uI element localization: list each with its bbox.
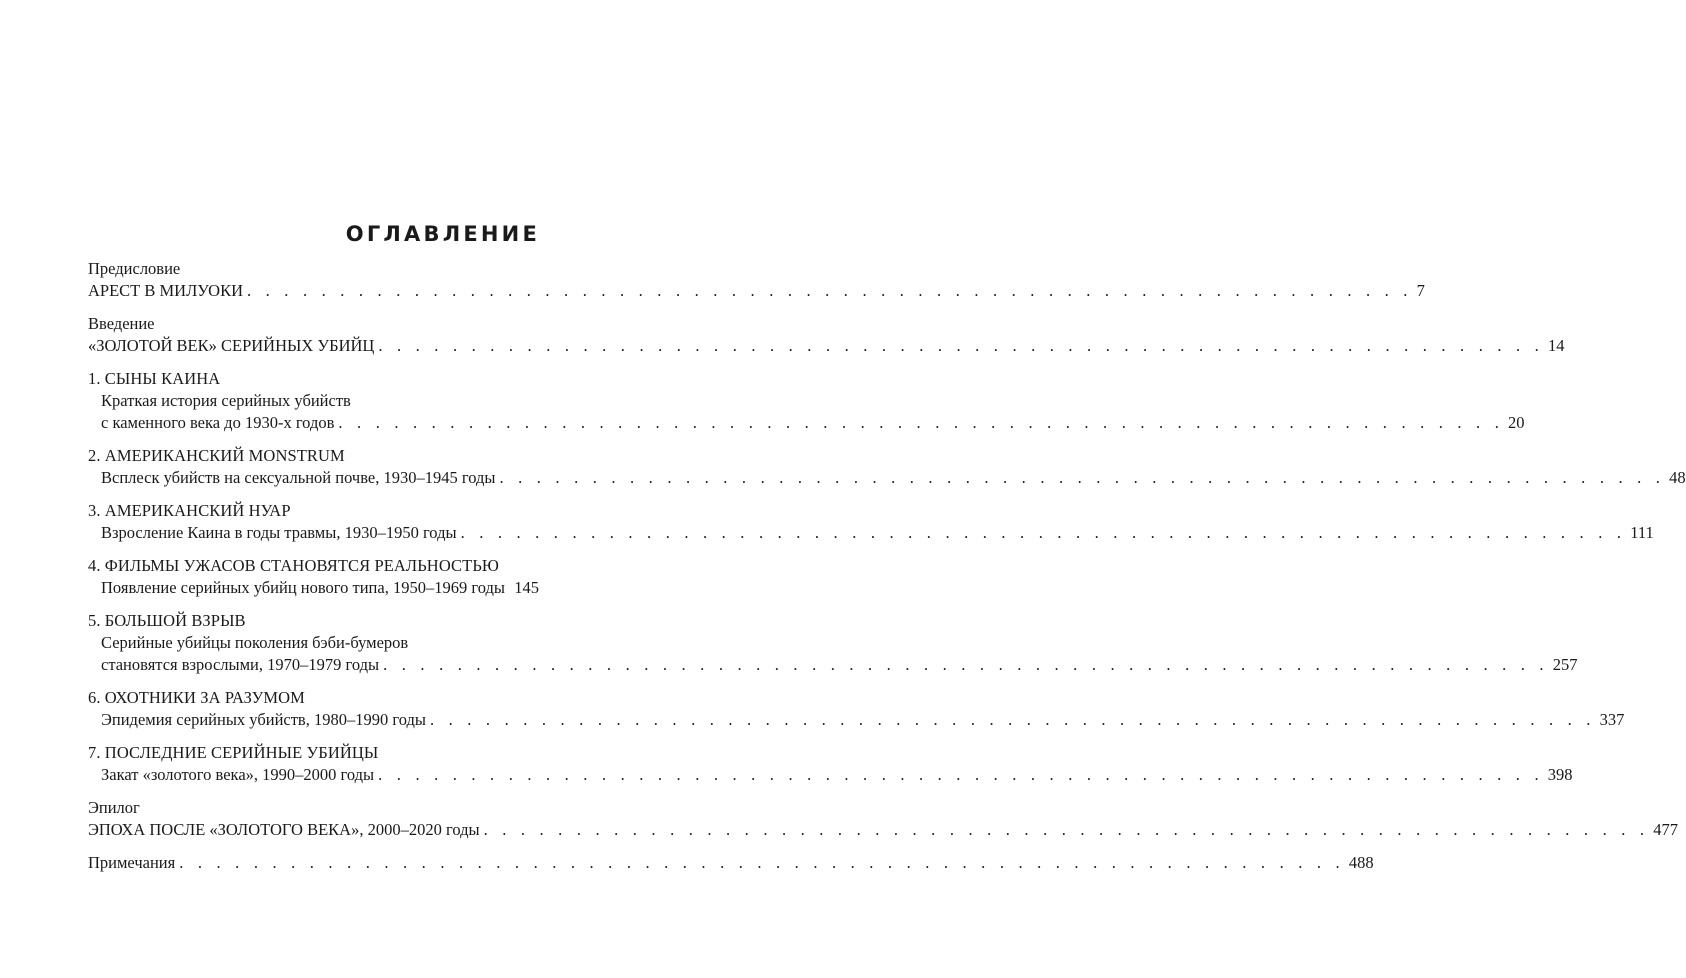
toc-entry-chapter-2 bbox=[88, 445, 1686, 489]
entry-subtitle-row bbox=[88, 335, 1565, 357]
entry-heading: Эпилог bbox=[88, 798, 140, 817]
dot-leader: . . . . . . . . . . . . . . . . . . . . . . . . . . . . . . . . . . . . . . . . . . . . . . . . . . . . . . . . . . . . . . . bbox=[429, 710, 1596, 729]
chapter-title: 4. ФИЛЬМЫ УЖАСОВ СТАНОВЯТСЯ РЕАЛЬНОСТЬЮ bbox=[88, 556, 499, 575]
dot-leader bbox=[509, 577, 510, 599]
chapter-title: 5. БОЛЬШОЙ ВЗРЫВ bbox=[88, 611, 246, 630]
entry-subtitle: ЭПОХА ПОСЛЕ «ЗОЛОТОГО ВЕКА», 2000–2020 годы bbox=[88, 820, 480, 839]
page-number: 20 bbox=[1508, 413, 1525, 432]
page-number: 14 bbox=[1547, 336, 1565, 355]
table-of-contents bbox=[88, 258, 1686, 874]
entry-subtitle: «ЗОЛОТОЙ ВЕК» СЕРИЙНЫХ УБИЙЦ bbox=[88, 336, 375, 355]
dot-leader: . . . . . . . . . . . . . . . . . . . . . . . . . . . . . . . . . . . . . . . . . . . . . . . . . . . . . . . . . . . . . . . bbox=[378, 765, 1544, 784]
page-number: 111 bbox=[1630, 523, 1654, 542]
entry-subtitle-row bbox=[88, 412, 1525, 434]
dot-leader: . . . . . . . . . . . . . . . . . . . . . . . . . . . . . . . . . . . . . . . . . . . . . . . . . . . . . . . . . . . . . . . bbox=[338, 413, 1505, 432]
entry-subtitle-row bbox=[88, 280, 1425, 302]
entry-subtitle-row bbox=[88, 852, 1374, 874]
entry-subtitle-row bbox=[88, 522, 1654, 544]
dot-leader: . . . . . . . . . . . . . . . . . . . . . . . . . . . . . . . . . . . . . . . . . . . . . . . . . . . . . . . . . . . . . . . bbox=[483, 820, 1650, 839]
page-number: 145 bbox=[514, 578, 539, 597]
entry-subtitle-row bbox=[88, 709, 1625, 731]
entry-heading: Предисловие bbox=[88, 259, 181, 278]
toc-entry-chapter-7 bbox=[88, 742, 1573, 786]
chapter-title: 1. СЫНЫ КАИНА bbox=[88, 369, 221, 388]
page-number: 337 bbox=[1599, 710, 1625, 729]
entry-heading: Введение bbox=[88, 314, 155, 333]
dot-leader: . . . . . . . . . . . . . . . . . . . . . . . . . . . . . . . . . . . . . . . . . . . . . . . . . . . . . . . . . . . . . . . bbox=[383, 655, 1549, 674]
chapter-title: 2. АМЕРИКАНСКИЙ MONSTRUM bbox=[88, 446, 345, 465]
entry-subtitle-row bbox=[88, 764, 1573, 786]
entry-subtitle: Появление серийных убийц нового типа, 1950–1969 годы bbox=[101, 578, 505, 597]
toc-entry-chapter-1 bbox=[88, 368, 1525, 434]
toc-entry-chapter-4 bbox=[88, 555, 539, 599]
entry-subtitle-line: Серийные убийцы поколения бэби-бумеров bbox=[101, 633, 409, 652]
page-number: 48 bbox=[1669, 468, 1686, 487]
entry-subtitle: АРЕСТ В МИЛУОКИ bbox=[88, 281, 243, 300]
page-number: 477 bbox=[1653, 820, 1678, 839]
page-number: 488 bbox=[1348, 853, 1374, 872]
toc-entry-notes bbox=[88, 852, 1374, 874]
dot-leader: . . . . . . . . . . . . . . . . . . . . . . . . . . . . . . . . . . . . . . . . . . . . . . . . . . . . . . . . . . . . . . . bbox=[247, 281, 1413, 300]
entry-subtitle: с каменного века до 1930-х годов bbox=[101, 413, 335, 432]
entry-subtitle: Эпидемия серийных убийств, 1980–1990 годы bbox=[101, 710, 426, 729]
chapter-title: 3. АМЕРИКАНСКИЙ НУАР bbox=[88, 501, 291, 520]
toc-entry-chapter-3 bbox=[88, 500, 1654, 544]
entry-subtitle-row bbox=[88, 654, 1578, 676]
toc-title: ОГЛАВЛЕНИЕ bbox=[345, 222, 540, 246]
entry-subtitle: становятся взрослыми, 1970–1979 годы bbox=[101, 655, 380, 674]
page-number: 257 bbox=[1552, 655, 1578, 674]
entry-subtitle: Примечания bbox=[88, 853, 176, 872]
entry-subtitle: Всплеск убийств на сексуальной почве, 1930–1945 годы bbox=[101, 468, 496, 487]
dot-leader: . . . . . . . . . . . . . . . . . . . . . . . . . . . . . . . . . . . . . . . . . . . . . . . . . . . . . . . . . . . . . . . bbox=[378, 336, 1544, 355]
toc-entry-chapter-5 bbox=[88, 610, 1578, 676]
entry-subtitle-row bbox=[88, 467, 1686, 489]
dot-leader: . . . . . . . . . . . . . . . . . . . . . . . . . . . . . . . . . . . . . . . . . . . . . . . . . . . . . . . . . . . . . . . bbox=[460, 523, 1627, 542]
page-number: 7 bbox=[1416, 281, 1425, 300]
dot-leader: . . . . . . . . . . . . . . . . . . . . . . . . . . . . . . . . . . . . . . . . . . . . . . . . . . . . . . . . . . . . . . . bbox=[179, 853, 1345, 872]
toc-entry-introduction bbox=[88, 313, 1565, 357]
toc-entry-chapter-6 bbox=[88, 687, 1625, 731]
entry-subtitle-line: Краткая история серийных убийств bbox=[101, 391, 351, 410]
entry-subtitle-row bbox=[88, 819, 1678, 841]
entry-subtitle-row bbox=[88, 577, 539, 599]
entry-subtitle: Закат «золотого века», 1990–2000 годы bbox=[101, 765, 375, 784]
page-number: 398 bbox=[1547, 765, 1573, 784]
chapter-title: 7. ПОСЛЕДНИЕ СЕРИЙНЫЕ УБИЙЦЫ bbox=[88, 743, 379, 762]
chapter-title: 6. ОХОТНИКИ ЗА РАЗУМОМ bbox=[88, 688, 305, 707]
entry-subtitle: Взросление Каина в годы травмы, 1930–1950 годы bbox=[101, 523, 457, 542]
toc-entry-epilogue bbox=[88, 797, 1678, 841]
toc-entry-preface bbox=[88, 258, 1425, 302]
dot-leader: . . . . . . . . . . . . . . . . . . . . . . . . . . . . . . . . . . . . . . . . . . . . . . . . . . . . . . . . . . . . . . . bbox=[499, 468, 1666, 487]
